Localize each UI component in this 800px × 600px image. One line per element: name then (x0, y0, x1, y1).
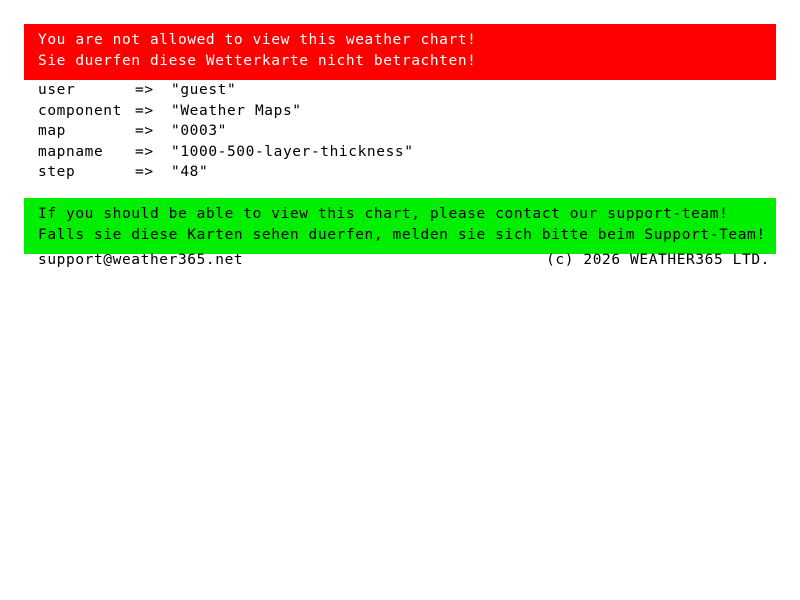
support-email-link[interactable]: support@weather365.net (38, 252, 244, 268)
parameter-value: "0003" (171, 123, 227, 139)
support-banner (24, 198, 776, 254)
parameter-row (38, 162, 778, 183)
error-banner-line-de: Sie duerfen diese Wetterkarte nicht betrachten! (38, 53, 477, 69)
parameter-row (38, 121, 778, 142)
parameter-arrow: => (135, 82, 154, 98)
parameter-key: mapname (38, 143, 104, 160)
parameter-key: step (38, 164, 76, 180)
page-footer (38, 250, 770, 270)
error-banner-line-en: You are not allowed to view this weather chart! (38, 32, 477, 48)
parameter-value: "guest" (171, 82, 237, 98)
support-banner-line-de: Falls sie diese Karten sehen duerfen, melden sie sich bitte beim Support-Team! (38, 227, 766, 243)
parameter-arrow: => (135, 143, 154, 160)
parameter-key: component (38, 102, 122, 119)
parameter-row (38, 142, 778, 163)
copyright-text: (c) 2026 WEATHER365 LTD. (546, 252, 770, 268)
parameter-row (38, 101, 778, 122)
parameter-value: "Weather Maps" (171, 102, 302, 119)
parameter-key: map (38, 123, 66, 139)
support-banner-line-en: If you should be able to view this chart, please contact our support-team! (38, 206, 729, 222)
parameter-row (38, 80, 778, 101)
parameter-arrow: => (135, 102, 154, 119)
parameter-list (38, 80, 778, 183)
parameter-arrow: => (135, 164, 154, 180)
parameter-value: "1000-500-layer-thickness" (171, 143, 414, 160)
error-banner (24, 24, 776, 80)
parameter-key: user (38, 82, 76, 98)
parameter-value: "48" (171, 164, 209, 180)
parameter-arrow: => (135, 123, 154, 139)
